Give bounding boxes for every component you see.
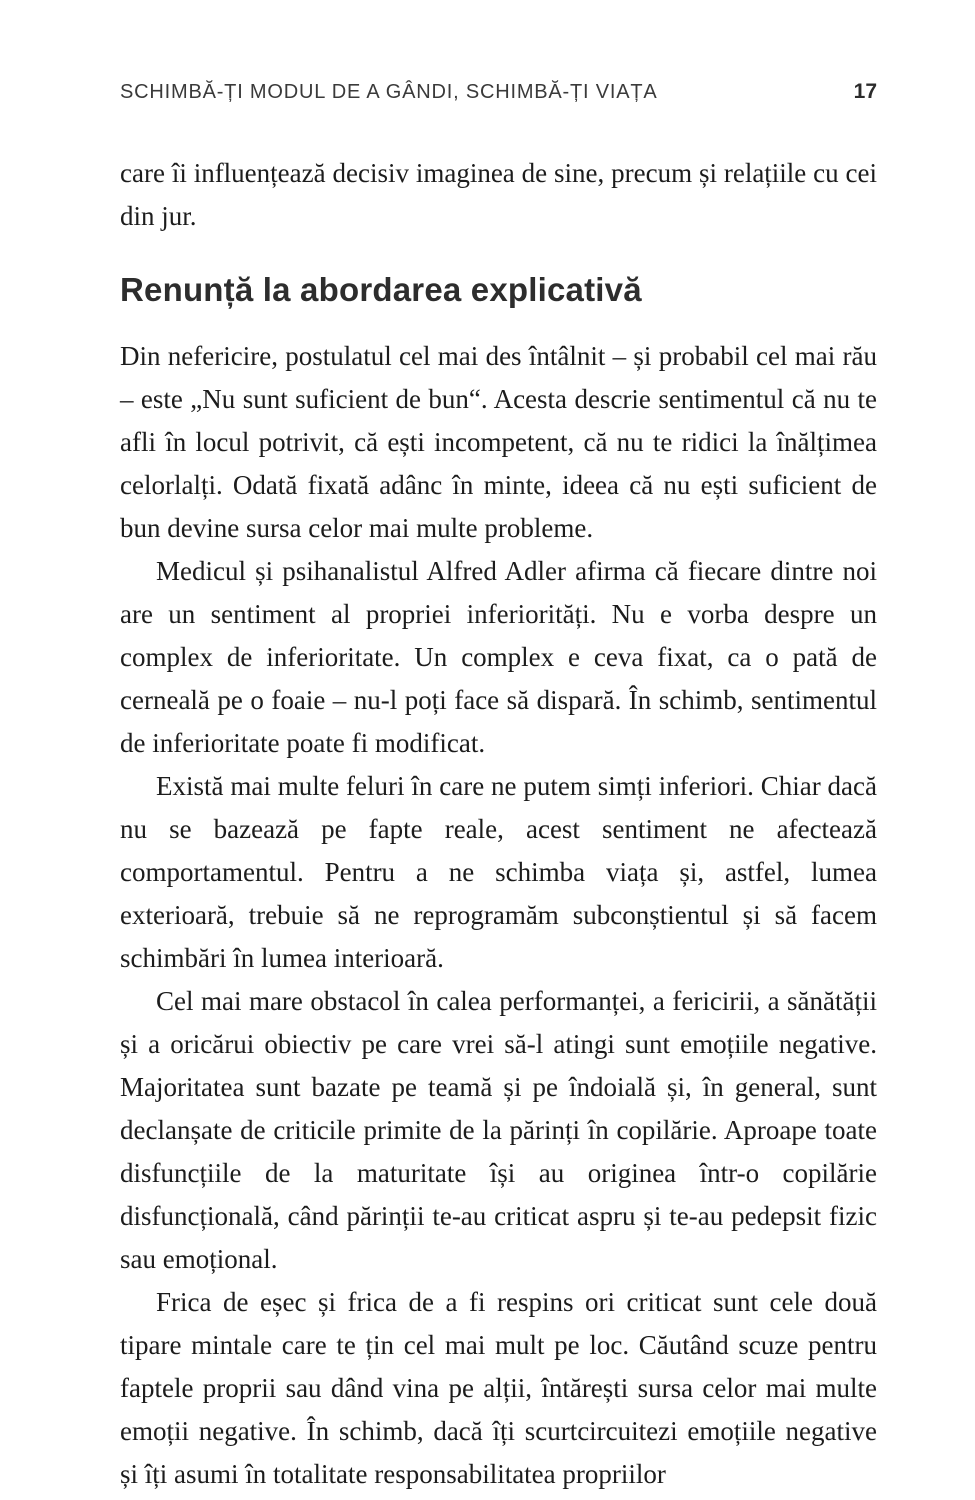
paragraph: Frica de eșec și frica de a fi respins ori criticat sunt cele două tipare mintale care te țin cel mai mult pe loc. Căutând scuze pentru faptele proprii sau dând vina pe alții, întărești sursa celor mai multe emoții negative. În schimb, dacă îți scurtcircuitezi emoțiile negative și îți asumi în totalitate responsabilitatea propriilor [120,1287,877,1489]
paragraph: Cel mai mare obstacol în calea performanței, a fericirii, a sănătății și a oricărui obiectiv pe care vrei să-l atingi sunt emoțiile negative. Majoritatea sunt bazate pe teamă și pe îndoială și, în general, sunt declanșate de criticile primite de la părinți în copilărie. Aproape toate disfuncțiile de la maturitate își au originea într-o copilărie disfuncțională, când părinții te-au criticat aspru și te-au pedepsit fizic sau emoțional. [120,986,877,1274]
paragraph: Medicul și psihanalistul Alfred Adler afirma că fiecare dintre noi are un sentiment al propriei inferiorități. Nu e vorba despre un complex de inferioritate. Un complex e ceva fixat, ca o pată de cerneală pe o foaie – nu-l poți face să dispară. În schimb, sentimentul de inferioritate poate fi modificat. [120,556,877,758]
body-text [120,152,877,1496]
paragraph: Există mai multe feluri în care ne putem simți inferiori. Chiar dacă nu se bazează pe fapte reale, acest sentiment ne afectează comportamentul. Pentru a ne schimba viața și, astfel, lumea exterioară, trebuie să ne reprogramăm subconștientul și să facem schimbări în lumea interioară. [120,771,877,973]
paragraph: Din nefericire, postulatul cel mai des întâlnit – și probabil cel mai rău – este „Nu sunt suficient de bun“. Acesta descrie sentimentul că nu te afli în locul potrivit, că ești incompetent, că nu te ridici la înălțimea celorlalți. Odată fixată adânc în minte, ideea că nu ești suficient de bun devine sursa celor mai multe probleme. [120,341,877,543]
page-number: 17 [853,80,877,103]
section-heading: Renunță la abordarea explicativă [120,271,642,308]
paragraph-continuation: care îi influențează decisiv imaginea de sine, precum și relațiile cu cei din jur. [120,158,877,231]
running-title: SCHIMBĂ-ȚI MODUL DE A GÂNDI, SCHIMBĂ-ȚI VIAȚA [120,81,658,103]
running-header [120,80,877,104]
